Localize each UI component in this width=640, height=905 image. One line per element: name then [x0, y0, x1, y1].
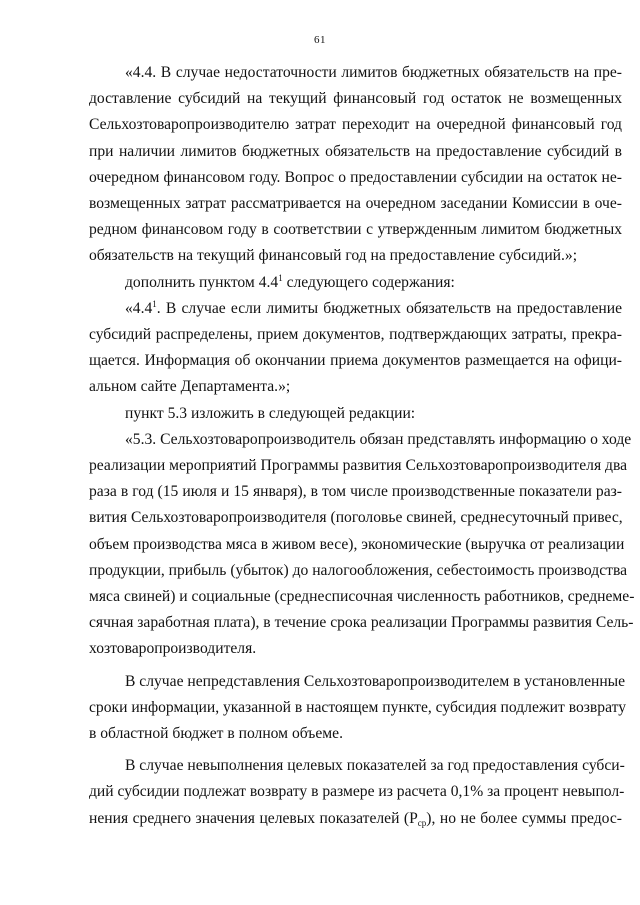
line-text: мяса свиней) и социальные (среднесписочная численность работников, среднеме- — [89, 588, 635, 605]
text-line — [89, 168, 622, 188]
line-text: доставление субсидий на текущий финансовый год остаток не возмещенных — [89, 90, 622, 108]
line-text: В случае невыполнения целевых показателей за год предоставления субси- — [125, 757, 625, 775]
line-text: «5.3. Сельхозтоваропроизводитель обязан представлять информацию о ходе — [125, 430, 632, 448]
superscript: 1 — [278, 272, 283, 283]
line-text: продукции, прибыль (убыток) до налогообложения, себестоимость производства — [89, 561, 628, 579]
line-text: В случае непредставления Сельхозтоваропроизводителем в установленные — [125, 672, 626, 690]
text-line — [89, 194, 622, 214]
line-text: альном сайте Департамента.»; — [89, 378, 291, 396]
text-line — [89, 89, 622, 109]
text-line — [89, 246, 622, 266]
line-text: сячная заработная плата), в течение срока реализации Программы развития Сель- — [89, 614, 634, 632]
line-text: пункт 5.3 изложить в следующей редакции: — [125, 404, 416, 422]
text-line — [125, 273, 622, 293]
line-text: при наличии лимитов бюджетных обязательств на предоставление субсидий в — [89, 142, 622, 160]
text-line — [89, 698, 627, 718]
line-text: дий субсидии подлежат возврату в размере из расчета 0,1% за процент невыпол- — [89, 783, 625, 801]
text-line — [125, 756, 625, 776]
line-text: . В случае если лимиты бюджетных обязательств на предоставление — [156, 299, 622, 317]
line-text: нения среднего значения целевых показателей (Р — [89, 809, 418, 827]
line-text: возмещенных затрат рассматривается на очередном заседании Комиссии в оче- — [89, 195, 622, 212]
line-text: вития Сельхозтоваропроизводителя (поголовье свиней, среднесуточный привес, — [89, 509, 623, 527]
line-text: сроки информации, указанной в настоящем пункте, субсидия подлежит возврату — [89, 698, 627, 716]
text-line — [125, 404, 622, 424]
line-text: Сельхозтоваропроизводителю затрат переходит на очередной финансовый год — [89, 116, 622, 134]
line-text: следующего содержания: — [282, 273, 455, 291]
line-text: субсидий распределены, прием документов, подтверждающих затраты, прекра- — [89, 326, 622, 343]
text-line — [89, 456, 628, 476]
line-text: раза в год (15 июля и 15 января), в том числе производственные показатели раз- — [89, 483, 622, 501]
text-line — [89, 639, 622, 659]
line-text: редном финансовом году в соответствии с утвержденным лимитом бюджетных — [89, 221, 622, 239]
text-line — [89, 482, 622, 502]
line-text: «4.4 — [125, 299, 153, 317]
line-text: реализации мероприятий Программы развития Сельхозтоваропроизводителя два — [89, 457, 628, 474]
text-line — [89, 142, 622, 162]
text-line — [125, 430, 632, 450]
page-number: 61 — [314, 34, 326, 46]
line-text: в областной бюджет в полном объеме. — [89, 725, 343, 742]
line-text: дополнить пунктом 4.4 — [125, 273, 279, 291]
text-line — [89, 351, 622, 371]
text-line — [125, 63, 622, 83]
text-line — [89, 809, 622, 829]
text-line — [89, 325, 622, 345]
text-line — [89, 782, 625, 802]
line-text: «4.4. В случае недостаточности лимитов бюджетных обязательств на пре- — [125, 64, 622, 81]
text-line — [89, 587, 635, 607]
text-line — [89, 535, 625, 555]
text-line — [125, 299, 622, 319]
line-text: очередном финансовом году. Вопрос о предоставлении субсидии на остаток не- — [89, 168, 622, 186]
text-line — [89, 561, 628, 581]
text-line — [89, 220, 622, 240]
subscript: ср — [417, 817, 427, 828]
text-line — [89, 613, 634, 633]
text-line — [89, 724, 622, 744]
text-line — [89, 377, 622, 397]
line-text: ), но не более суммы предос- — [426, 809, 622, 827]
text-line — [89, 115, 622, 135]
line-text: хозтоваропроизводителя. — [89, 640, 257, 658]
text-line — [125, 672, 626, 692]
line-text: обязательств на текущий финансовый год на предоставление субсидий.»; — [89, 247, 578, 265]
text-line — [89, 508, 622, 528]
line-text: объем производства мяса в живом весе), экономические (выручка от реализации — [89, 535, 625, 553]
superscript: 1 — [152, 298, 157, 309]
line-text: щается. Информация об окончании приема документов размещается на офици- — [89, 352, 622, 370]
